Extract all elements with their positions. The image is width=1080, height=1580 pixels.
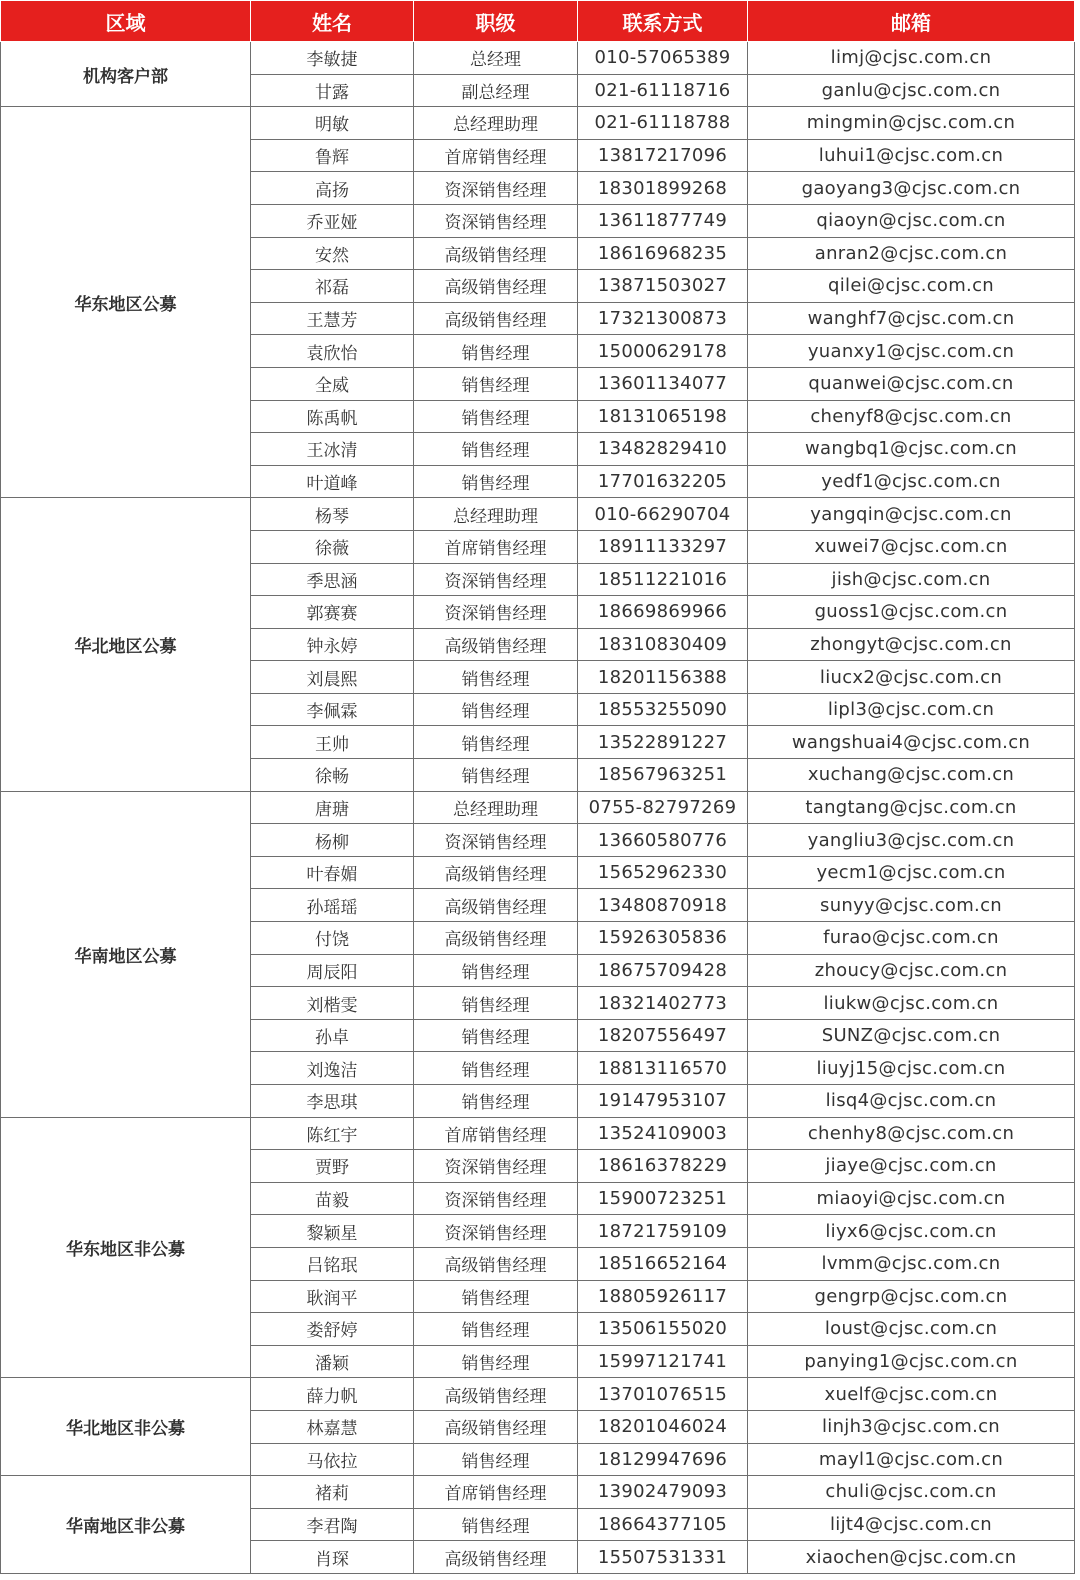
contact-name: 全威 [251,367,414,400]
contact-title: 资深销售经理 [414,1215,578,1248]
contact-phone: 13524109003 [578,1117,748,1150]
contact-title: 首席销售经理 [414,530,578,563]
contact-email: miaoyi@cjsc.com.cn [748,1182,1075,1215]
contact-phone: 010-66290704 [578,498,748,531]
contact-title: 高级销售经理 [414,889,578,922]
contact-email: qilei@cjsc.com.cn [748,270,1075,303]
contact-phone: 18301899268 [578,172,748,205]
contact-email: liuyj15@cjsc.com.cn [748,1052,1075,1085]
contact-email: xuchang@cjsc.com.cn [748,759,1075,792]
contact-phone: 021-61118788 [578,107,748,140]
contact-email: quanwei@cjsc.com.cn [748,367,1075,400]
contact-title: 高级销售经理 [414,1541,578,1574]
contact-email: wangshuai4@cjsc.com.cn [748,726,1075,759]
table-body [1,42,1075,1574]
header-region: 区域 [1,1,251,42]
contact-name: 唐瑭 [251,791,414,824]
contact-phone: 13482829410 [578,433,748,466]
contact-title: 销售经理 [414,433,578,466]
contact-title: 高级销售经理 [414,922,578,955]
contact-name: 林嘉慧 [251,1410,414,1443]
contact-title: 销售经理 [414,693,578,726]
contact-phone: 18131065198 [578,400,748,433]
contact-name: 李敏捷 [251,42,414,75]
contact-email: guoss1@cjsc.com.cn [748,596,1075,629]
contact-name: 吕铭珉 [251,1247,414,1280]
contact-phone: 13611877749 [578,204,748,237]
contact-phone: 021-61118716 [578,74,748,107]
contact-name: 李佩霖 [251,693,414,726]
contact-title: 资深销售经理 [414,596,578,629]
contact-name: 褚莉 [251,1476,414,1509]
header-email: 邮箱 [748,1,1075,42]
contact-email: limj@cjsc.com.cn [748,42,1075,75]
header-phone: 联系方式 [578,1,748,42]
contact-phone: 13701076515 [578,1378,748,1411]
contact-name: 耿润平 [251,1280,414,1313]
contact-phone: 18669869966 [578,596,748,629]
contact-email: lijt4@cjsc.com.cn [748,1508,1075,1541]
contact-name: 安然 [251,237,414,270]
contact-phone: 19147953107 [578,1085,748,1118]
table-row [1,1476,1075,1509]
contact-email: mayl1@cjsc.com.cn [748,1443,1075,1476]
contact-email: tangtang@cjsc.com.cn [748,791,1075,824]
contact-phone: 13902479093 [578,1476,748,1509]
contact-name: 孙瑶瑶 [251,889,414,922]
contact-title: 首席销售经理 [414,1117,578,1150]
contact-name: 郭赛赛 [251,596,414,629]
region-cell: 华南地区公募 [1,791,251,1117]
contact-name: 杨琴 [251,498,414,531]
contact-name: 李君陶 [251,1508,414,1541]
contact-email: xuelf@cjsc.com.cn [748,1378,1075,1411]
contact-title: 总经理助理 [414,107,578,140]
contact-email: wanghf7@cjsc.com.cn [748,302,1075,335]
contact-email: liyx6@cjsc.com.cn [748,1215,1075,1248]
region-cell: 华南地区非公募 [1,1476,251,1574]
contact-title: 销售经理 [414,335,578,368]
contact-phone: 15997121741 [578,1345,748,1378]
contact-phone: 17321300873 [578,302,748,335]
contact-title: 销售经理 [414,987,578,1020]
contact-phone: 18321402773 [578,987,748,1020]
contact-phone: 18129947696 [578,1443,748,1476]
contact-name: 刘逸洁 [251,1052,414,1085]
contact-name: 付饶 [251,922,414,955]
contact-email: liucx2@cjsc.com.cn [748,661,1075,694]
contact-email: liukw@cjsc.com.cn [748,987,1075,1020]
contact-name: 黎颖星 [251,1215,414,1248]
contact-title: 高级销售经理 [414,270,578,303]
contact-phone: 18201046024 [578,1410,748,1443]
contact-title: 销售经理 [414,367,578,400]
table-row [1,498,1075,531]
contact-name: 娄舒婷 [251,1313,414,1346]
table-row [1,42,1075,75]
region-cell: 华东地区非公募 [1,1117,251,1378]
contact-phone: 18207556497 [578,1019,748,1052]
contact-name: 徐薇 [251,530,414,563]
contact-phone: 18553255090 [578,693,748,726]
contact-email: lipl3@cjsc.com.cn [748,693,1075,726]
contact-email: yangqin@cjsc.com.cn [748,498,1075,531]
contact-phone: 15652962330 [578,856,748,889]
contact-phone: 18813116570 [578,1052,748,1085]
contact-name: 明敏 [251,107,414,140]
contact-email: mingmin@cjsc.com.cn [748,107,1075,140]
contact-email: chuli@cjsc.com.cn [748,1476,1075,1509]
contact-title: 高级销售经理 [414,237,578,270]
contact-email: sunyy@cjsc.com.cn [748,889,1075,922]
contact-title: 资深销售经理 [414,563,578,596]
contact-title: 销售经理 [414,1019,578,1052]
contact-phone: 13871503027 [578,270,748,303]
contact-name: 高扬 [251,172,414,205]
contact-phone: 13506155020 [578,1313,748,1346]
contact-phone: 13817217096 [578,139,748,172]
contact-phone: 18511221016 [578,563,748,596]
contact-name: 李思琪 [251,1085,414,1118]
contact-email: gengrp@cjsc.com.cn [748,1280,1075,1313]
contact-name: 马依拉 [251,1443,414,1476]
contact-email: xuwei7@cjsc.com.cn [748,530,1075,563]
contact-name: 肖琛 [251,1541,414,1574]
contact-title: 高级销售经理 [414,1247,578,1280]
contact-title: 资深销售经理 [414,1182,578,1215]
contact-email: panying1@cjsc.com.cn [748,1345,1075,1378]
contact-name: 袁欣怡 [251,335,414,368]
contact-name: 甘露 [251,74,414,107]
contact-name: 鲁辉 [251,139,414,172]
contact-title: 总经理助理 [414,791,578,824]
contact-email: jiaye@cjsc.com.cn [748,1150,1075,1183]
contact-phone: 13522891227 [578,726,748,759]
contact-phone: 010-57065389 [578,42,748,75]
contact-phone: 15507531331 [578,1541,748,1574]
table-row [1,1117,1075,1150]
contact-phone: 18911133297 [578,530,748,563]
contact-name: 贾野 [251,1150,414,1183]
contact-email: linjh3@cjsc.com.cn [748,1410,1075,1443]
contact-phone: 18805926117 [578,1280,748,1313]
contact-phone: 18721759109 [578,1215,748,1248]
contact-name: 祁磊 [251,270,414,303]
contact-title: 副总经理 [414,74,578,107]
contact-name: 潘颖 [251,1345,414,1378]
contact-email: gaoyang3@cjsc.com.cn [748,172,1075,205]
contact-email: yangliu3@cjsc.com.cn [748,824,1075,857]
contact-title: 资深销售经理 [414,172,578,205]
contact-name: 陈禹帆 [251,400,414,433]
contact-title: 销售经理 [414,726,578,759]
table-row [1,1378,1075,1411]
contact-title: 资深销售经理 [414,204,578,237]
contact-email: ganlu@cjsc.com.cn [748,74,1075,107]
contact-email: zhoucy@cjsc.com.cn [748,954,1075,987]
contact-title: 销售经理 [414,400,578,433]
contact-title: 总经理助理 [414,498,578,531]
contact-email: yecm1@cjsc.com.cn [748,856,1075,889]
contact-title: 销售经理 [414,1313,578,1346]
contact-phone: 18310830409 [578,628,748,661]
contact-phone: 17701632205 [578,465,748,498]
contact-title: 资深销售经理 [414,824,578,857]
contact-title: 首席销售经理 [414,1476,578,1509]
contact-title: 首席销售经理 [414,139,578,172]
contact-email: zhongyt@cjsc.com.cn [748,628,1075,661]
contact-email: wangbq1@cjsc.com.cn [748,433,1075,466]
contact-phone: 18675709428 [578,954,748,987]
contact-phone: 15900723251 [578,1182,748,1215]
header-name: 姓名 [251,1,414,42]
contact-phone: 0755-82797269 [578,791,748,824]
contact-phone: 18616378229 [578,1150,748,1183]
contact-title: 销售经理 [414,1345,578,1378]
contact-title: 销售经理 [414,1085,578,1118]
contact-email: loust@cjsc.com.cn [748,1313,1075,1346]
region-cell: 华北地区公募 [1,498,251,791]
contact-title: 高级销售经理 [414,1378,578,1411]
contact-email: lvmm@cjsc.com.cn [748,1247,1075,1280]
contact-name: 王帅 [251,726,414,759]
table-row [1,791,1075,824]
contact-title: 销售经理 [414,954,578,987]
contact-name: 叶道峰 [251,465,414,498]
contact-name: 钟永婷 [251,628,414,661]
contact-name: 刘晨熙 [251,661,414,694]
header-title: 职级 [414,1,578,42]
contact-title: 销售经理 [414,1508,578,1541]
region-cell: 华北地区非公募 [1,1378,251,1476]
contact-email: chenyf8@cjsc.com.cn [748,400,1075,433]
contact-phone: 18201156388 [578,661,748,694]
contact-email: anran2@cjsc.com.cn [748,237,1075,270]
contact-name: 薛力帆 [251,1378,414,1411]
contact-email: luhui1@cjsc.com.cn [748,139,1075,172]
contact-name: 季思涵 [251,563,414,596]
contact-email: yedf1@cjsc.com.cn [748,465,1075,498]
contact-name: 王慧芳 [251,302,414,335]
contact-phone: 13601134077 [578,367,748,400]
contact-title: 销售经理 [414,1280,578,1313]
contact-phone: 13660580776 [578,824,748,857]
contact-name: 徐畅 [251,759,414,792]
contact-email: chenhy8@cjsc.com.cn [748,1117,1075,1150]
contact-phone: 18664377105 [578,1508,748,1541]
contact-title: 销售经理 [414,759,578,792]
contact-email: xiaochen@cjsc.com.cn [748,1541,1075,1574]
contact-title: 销售经理 [414,1443,578,1476]
contact-phone: 18516652164 [578,1247,748,1280]
contact-email: qiaoyn@cjsc.com.cn [748,204,1075,237]
contact-phone: 15000629178 [578,335,748,368]
contact-name: 陈红宇 [251,1117,414,1150]
region-cell: 机构客户部 [1,42,251,107]
contact-email: yuanxy1@cjsc.com.cn [748,335,1075,368]
region-cell: 华东地区公募 [1,107,251,498]
contact-title: 销售经理 [414,661,578,694]
contact-email: lisq4@cjsc.com.cn [748,1085,1075,1118]
contact-name: 叶春媚 [251,856,414,889]
contact-title: 高级销售经理 [414,302,578,335]
contact-title: 高级销售经理 [414,628,578,661]
contact-phone: 18567963251 [578,759,748,792]
contact-email: furao@cjsc.com.cn [748,922,1075,955]
contact-name: 杨柳 [251,824,414,857]
contact-title: 销售经理 [414,465,578,498]
contact-name: 孙卓 [251,1019,414,1052]
contact-email: SUNZ@cjsc.com.cn [748,1019,1075,1052]
contact-title: 高级销售经理 [414,1410,578,1443]
contact-phone: 13480870918 [578,889,748,922]
contact-title: 总经理 [414,42,578,75]
table-row [1,107,1075,140]
contact-name: 刘楷雯 [251,987,414,1020]
contact-title: 销售经理 [414,1052,578,1085]
header-row [1,1,1075,42]
contact-name: 王冰清 [251,433,414,466]
contact-name: 乔亚娅 [251,204,414,237]
contact-title: 资深销售经理 [414,1150,578,1183]
contact-name: 苗毅 [251,1182,414,1215]
contact-phone: 15926305836 [578,922,748,955]
contact-title: 高级销售经理 [414,856,578,889]
contact-email: jish@cjsc.com.cn [748,563,1075,596]
contact-phone: 18616968235 [578,237,748,270]
contact-name: 周辰阳 [251,954,414,987]
